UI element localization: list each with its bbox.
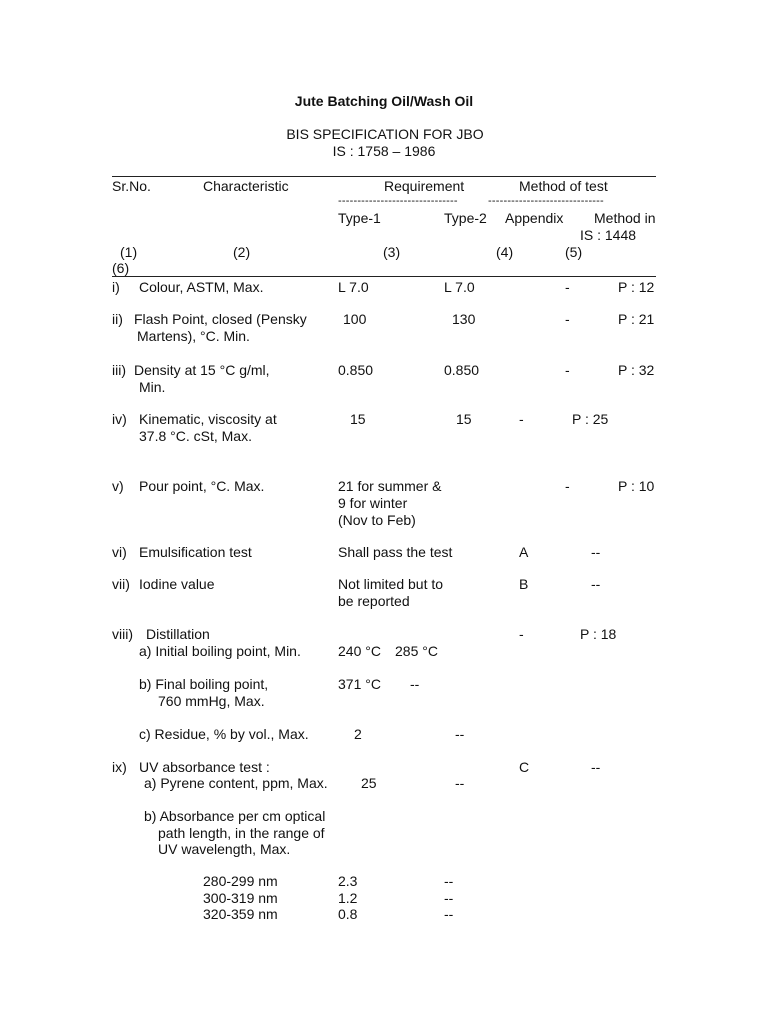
header-col4: (4) xyxy=(496,244,514,260)
row-appendix: B xyxy=(519,576,529,592)
header-type2: Type-2 xyxy=(444,210,487,226)
row-type1: 15 xyxy=(350,411,366,427)
subrow-label: b) Absorbance per cm optical xyxy=(144,808,326,824)
row-requirement-line2: 9 for winter xyxy=(338,495,408,511)
subrow-type1: 2 xyxy=(354,726,362,742)
row-characteristic: Emulsification test xyxy=(139,544,252,560)
row-requirement-line3: (Nov to Feb) xyxy=(338,512,416,528)
header-col5: (5) xyxy=(565,244,583,260)
row-number: viii) xyxy=(112,626,133,642)
subrow-label: c) Residue, % by vol., Max. xyxy=(139,726,309,742)
row-number: iii) xyxy=(112,362,126,378)
row-method: -- xyxy=(591,576,601,592)
row-appendix: - xyxy=(565,478,570,494)
table-header-rule xyxy=(112,276,656,277)
header-col6: (6) xyxy=(112,260,130,276)
row-type2: 0.850 xyxy=(444,362,480,378)
row-appendix: C xyxy=(519,759,530,775)
subrow-label-cont: 760 mmHg, Max. xyxy=(158,693,265,709)
subrow-label: b) Final boiling point, xyxy=(139,676,269,692)
wavelength-range: 320-359 nm xyxy=(203,906,278,922)
row-method: P : 25 xyxy=(572,411,609,427)
absorbance-type2: -- xyxy=(444,890,454,906)
document-subtitle: BIS SPECIFICATION FOR JBO xyxy=(286,126,484,142)
row-number: vi) xyxy=(112,544,127,560)
row-type1: 100 xyxy=(343,311,367,327)
row-appendix: - xyxy=(565,311,570,327)
row-method: P : 12 xyxy=(618,279,655,295)
row-characteristic-cont: Martens), °C. Min. xyxy=(137,328,250,344)
row-number: iv) xyxy=(112,411,127,427)
row-number: ix) xyxy=(112,759,127,775)
row-characteristic: Flash Point, closed (Pensky xyxy=(134,311,307,327)
wavelength-range: 280-299 nm xyxy=(203,873,278,889)
row-characteristic-cont: Min. xyxy=(139,379,166,395)
header-requirement: Requirement xyxy=(384,178,465,194)
row-method: P : 10 xyxy=(618,478,655,494)
wavelength-range: 300-319 nm xyxy=(203,890,278,906)
table-top-rule xyxy=(112,176,656,177)
subrow-type2: -- xyxy=(410,676,420,692)
header-col1: (1) xyxy=(120,244,138,260)
row-type1: 0.850 xyxy=(338,362,374,378)
standard-number: IS : 1758 – 1986 xyxy=(332,143,436,159)
row-type2: L 7.0 xyxy=(444,279,475,295)
row-method: P : 32 xyxy=(618,362,655,378)
subrow-label: a) Initial boiling point, Min. xyxy=(139,643,301,659)
row-characteristic: Kinematic, viscosity at xyxy=(139,411,277,427)
row-type1: L 7.0 xyxy=(338,279,369,295)
subrow-label: a) Pyrene content, ppm, Max. xyxy=(144,775,328,791)
subrow-label-cont: UV wavelength, Max. xyxy=(158,841,291,857)
row-method: P : 21 xyxy=(618,311,655,327)
header-col3: (3) xyxy=(383,244,401,260)
absorbance-type2: -- xyxy=(444,906,454,922)
header-is1448: IS : 1448 xyxy=(580,227,637,243)
row-characteristic: Pour point, °C. Max. xyxy=(139,478,265,494)
row-type2: 15 xyxy=(456,411,472,427)
subrow-type1: 25 xyxy=(361,775,377,791)
row-number: i) xyxy=(112,279,120,295)
row-characteristic: Colour, ASTM, Max. xyxy=(139,279,264,295)
absorbance-type1: 2.3 xyxy=(338,873,358,889)
header-srno: Sr.No. xyxy=(112,178,151,194)
subrow-type1: 240 °C xyxy=(338,643,381,659)
absorbance-type1: 1.2 xyxy=(338,890,358,906)
row-appendix: - xyxy=(565,279,570,295)
header-type1: Type-1 xyxy=(338,210,381,226)
row-number: ii) xyxy=(112,311,123,327)
subrow-type1: 371 °C xyxy=(338,676,381,692)
document-title: Jute Batching Oil/Wash Oil xyxy=(294,93,474,109)
header-characteristic: Characteristic xyxy=(203,178,289,194)
row-requirement-line1: 21 for summer & xyxy=(338,478,442,494)
row-characteristic: Distillation xyxy=(146,626,210,642)
row-requirement-line2: be reported xyxy=(338,593,410,609)
header-method-in: Method in xyxy=(594,210,656,226)
row-method: -- xyxy=(591,544,601,560)
row-appendix: - xyxy=(519,626,524,642)
row-characteristic: UV absorbance test : xyxy=(139,759,270,775)
header-method-dashes: ------------------------------ xyxy=(488,195,604,207)
row-method: -- xyxy=(591,759,601,775)
row-number: v) xyxy=(112,478,124,494)
row-characteristic: Density at 15 °C g/ml, xyxy=(134,362,270,378)
subrow-type2: 285 °C xyxy=(395,643,438,659)
header-method-of-test: Method of test xyxy=(519,178,608,194)
header-col2: (2) xyxy=(233,244,251,260)
row-appendix: A xyxy=(519,544,529,560)
absorbance-type2: -- xyxy=(444,873,454,889)
row-requirement: Shall pass the test xyxy=(338,544,453,560)
row-appendix: - xyxy=(565,362,570,378)
row-characteristic: Iodine value xyxy=(139,576,215,592)
row-requirement-line1: Not limited but to xyxy=(338,576,444,592)
row-method: P : 18 xyxy=(580,626,617,642)
absorbance-type1: 0.8 xyxy=(338,906,358,922)
row-appendix: - xyxy=(519,411,524,427)
subrow-type2: -- xyxy=(455,775,465,791)
row-type2: 130 xyxy=(452,311,476,327)
row-number: vii) xyxy=(112,576,130,592)
subrow-type2: -- xyxy=(455,726,465,742)
header-appendix: Appendix xyxy=(505,210,564,226)
subrow-label-cont: path length, in the range of xyxy=(158,825,325,841)
header-requirement-dashes: ------------------------------- xyxy=(338,195,458,207)
row-characteristic-cont: 37.8 °C. cSt, Max. xyxy=(139,428,252,444)
